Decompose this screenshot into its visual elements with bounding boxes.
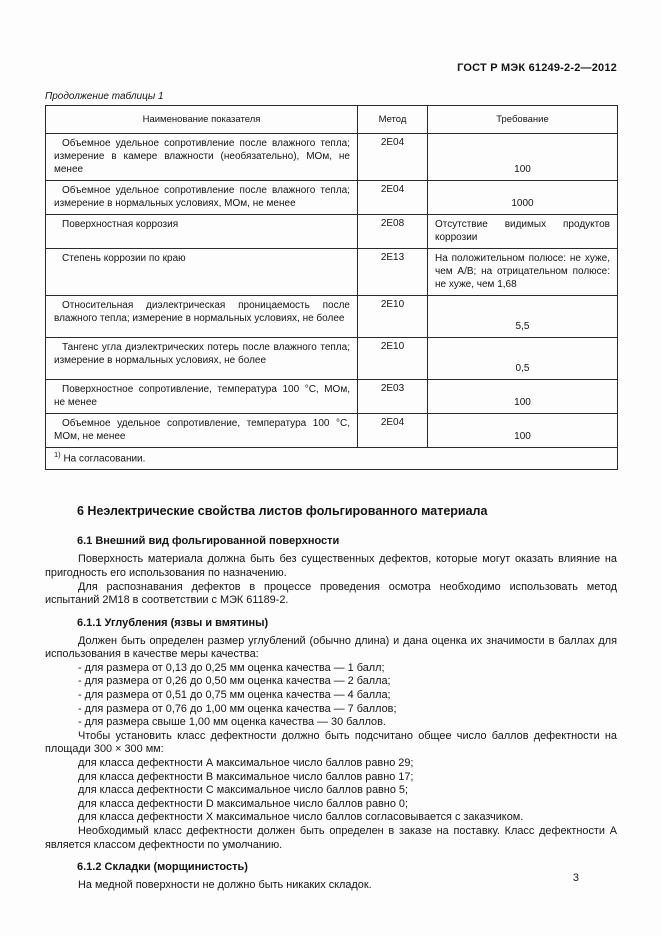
- list-item: - для размера от 0,51 до 0,75 мм оценка качества — 4 балла;: [78, 689, 391, 702]
- table-row: [46, 215, 618, 249]
- indicator-name: Поверхностное сопротивление, температура 100 °С, МОм, не менее: [46, 380, 358, 414]
- list-item: - для размера от 0,26 до 0,50 мм оценка качества — 2 балла;: [78, 675, 391, 688]
- section-6-1-2-heading: 6.1.2 Складки (морщинистость): [77, 861, 248, 874]
- method-code: 2Е08: [358, 215, 428, 249]
- table-row: [46, 338, 618, 380]
- paragraph: На медной поверхности не должно быть никаких складок.: [78, 879, 372, 892]
- method-code: 2Е13: [358, 249, 428, 296]
- document-body: [45, 504, 617, 892]
- table-row: [46, 380, 618, 414]
- method-code: 2Е10: [358, 338, 428, 380]
- method-code: 2Е03: [358, 380, 428, 414]
- table-header-row: [46, 106, 618, 134]
- indicator-name: Тангенс угла диэлектрических потерь после влажного тепла; измерение в нормальных условиях, не более: [46, 338, 358, 380]
- section-6-heading: 6 Неэлектрические свойства листов фольгированного материала: [77, 504, 488, 519]
- method-code: 2Е10: [358, 296, 428, 338]
- requirement-value: 1000: [428, 181, 618, 215]
- paragraph: Должен быть определен размер углублений (обычно длина) и дана оценка их значимости в баллах для использования в качестве меры качества:: [45, 634, 617, 661]
- requirement-value: 100: [428, 380, 618, 414]
- indicator-name: Поверхностная коррозия: [46, 215, 358, 249]
- list-item: - для размера от 0,13 до 0,25 мм оценка качества — 1 балл;: [78, 661, 385, 674]
- requirement-value: 5,5: [428, 296, 618, 338]
- table-row: [46, 249, 618, 296]
- table-footnote-row: [46, 448, 618, 470]
- indicator-name: Степень коррозии по краю: [46, 249, 358, 296]
- method-code: 2Е04: [358, 414, 428, 448]
- requirement-value: 100: [428, 414, 618, 448]
- requirement-value: На положительном полюсе: не хуже, чем А/В; на отрицательном полюсе: не хуже, чем 1,68: [428, 249, 618, 296]
- list-item: для класса дефектности В максимальное число баллов равно 17;: [78, 770, 414, 783]
- list-item: для класса дефектности Х максимальное число баллов согласовывается с заказчиком.: [78, 811, 524, 824]
- requirement-value: Отсутствие видимых продуктов коррозии: [428, 215, 618, 249]
- footnote-marker: 1): [54, 450, 61, 459]
- section-6-1-1-heading: 6.1.1 Углубления (язвы и вмятины): [77, 616, 269, 629]
- page-number: 3: [572, 872, 579, 884]
- paragraph: Для распознавания дефектов в процессе проведения осмотра необходимо использовать метод испытаний 2М18 в соответствии с МЭК 61189-2.: [45, 580, 617, 607]
- list-item: для класса дефектности D максимальное число баллов равно 0;: [78, 797, 408, 810]
- column-header-indicator: Наименование показателя: [46, 106, 358, 134]
- list-item: для класса дефектности С максимальное число баллов равно 5;: [78, 784, 408, 797]
- indicator-name: Объемное удельное сопротивление после влажного тепла; измерение в нормальных условиях, МОм, не менее: [46, 181, 358, 215]
- requirements-table: [45, 105, 618, 470]
- table-row: [46, 296, 618, 338]
- indicator-name: Объемное удельное сопротивление, температура 100 °С, МОм, не менее: [46, 414, 358, 448]
- table-row: [46, 134, 618, 181]
- section-6-1-heading: 6.1 Внешний вид фольгированной поверхности: [77, 535, 340, 548]
- paragraph: Поверхность материала должна быть без существенных дефектов, которые могут оказать влияние на пригодность его использования по назначению.: [45, 553, 617, 579]
- requirement-value: 100: [428, 134, 618, 181]
- column-header-requirement: Требование: [428, 106, 618, 134]
- table-row: [46, 181, 618, 215]
- column-header-method: Метод: [358, 106, 428, 134]
- list-item: - для размера свыше 1,00 мм оценка качества — 30 баллов.: [78, 716, 386, 729]
- footnote-text: На согласовании.: [60, 453, 146, 465]
- indicator-name: Относительная диэлектрическая проницаемость после влажного тепла; измерение в нормальных условиях, не более: [46, 296, 358, 338]
- paragraph: Чтобы установить класс дефектности должно быть подсчитано общее число баллов дефектности на площади 300 × 300 мм:: [45, 729, 617, 756]
- requirement-value: 0,5: [428, 338, 618, 380]
- list-item: для класса дефектности А максимальное число баллов равно 29;: [78, 757, 414, 770]
- indicator-name: Объемное удельное сопротивление после влажного тепла; измерение в камере влажности (необязательно), МОм, не менее: [46, 134, 358, 181]
- table-footnote: [46, 448, 618, 470]
- table-continuation-caption: Продолжение таблицы 1: [45, 91, 164, 102]
- method-code: 2Е04: [358, 181, 428, 215]
- document-code-header: ГОСТ Р МЭК 61249-2-2—2012: [457, 62, 617, 74]
- method-code: 2Е04: [358, 134, 428, 181]
- list-item: - для размера от 0,76 до 1,00 мм оценка качества — 7 баллов;: [78, 702, 397, 715]
- paragraph: Необходимый класс дефектности должен быть определен в заказе на поставку. Класс дефектности А является классом дефектности по умолчанию.: [45, 825, 617, 851]
- table-row: [46, 414, 618, 448]
